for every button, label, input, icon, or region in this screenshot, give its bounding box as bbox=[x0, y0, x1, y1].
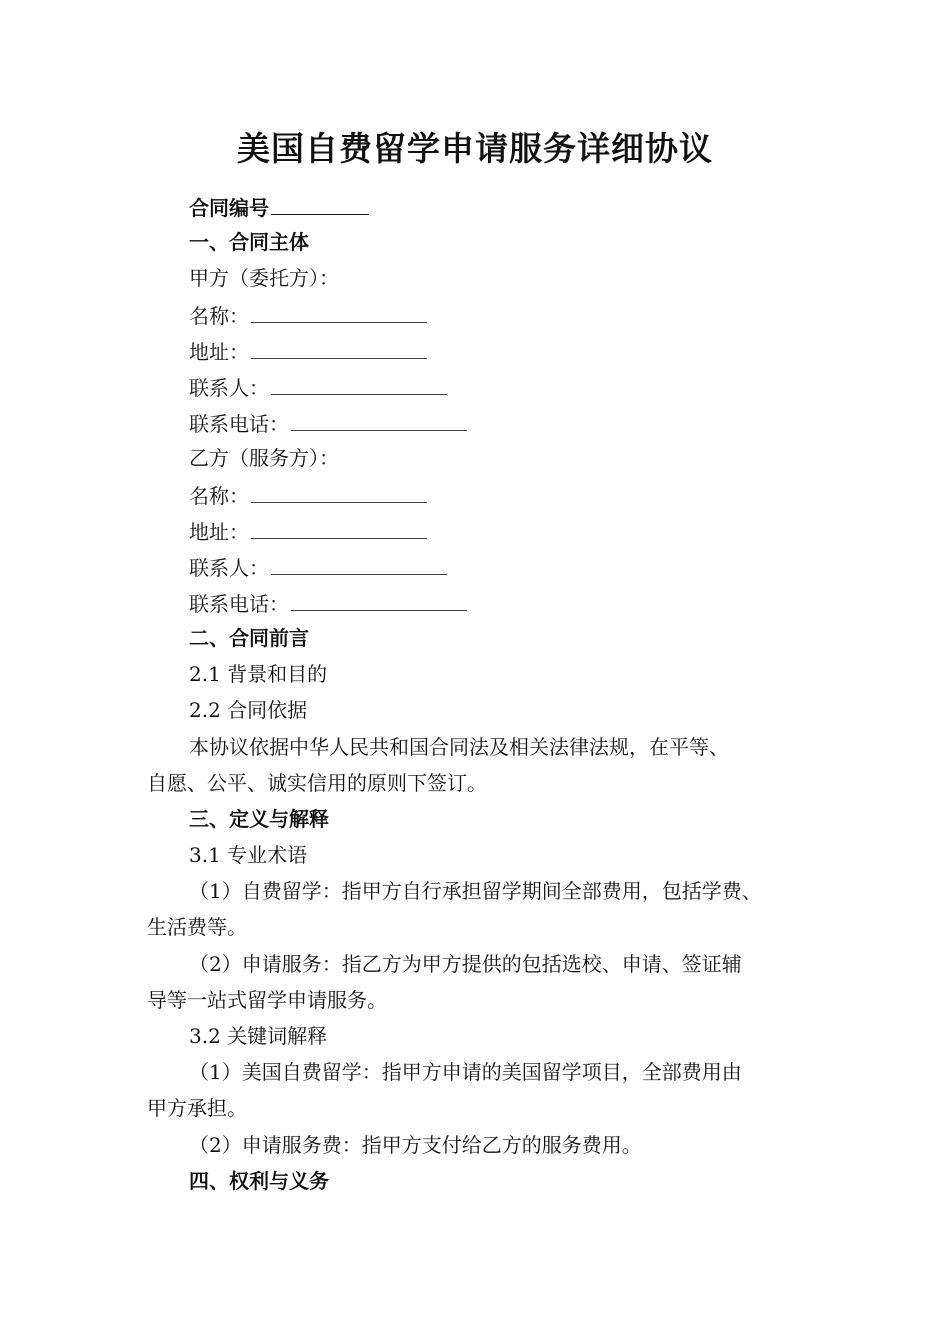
party-a-name-label: 名称： bbox=[189, 304, 249, 328]
term-1-line-2: 生活费等。 bbox=[147, 915, 247, 939]
term-2-line-2: 导等一站式留学申请服务。 bbox=[147, 988, 387, 1012]
party-b-address-blank bbox=[251, 516, 427, 539]
contract-number-blank bbox=[271, 192, 369, 215]
keyword-1-line-2: 甲方承担。 bbox=[147, 1096, 247, 1120]
clause-3-2: 3.2 关键词解释 bbox=[189, 1024, 328, 1048]
party-a-phone-label: 联系电话： bbox=[189, 412, 289, 436]
document-title: 美国自费留学申请服务详细协议 bbox=[237, 129, 713, 168]
party-b-address-label: 地址： bbox=[189, 520, 249, 544]
party-b-contact-blank bbox=[271, 552, 447, 575]
clause-3-1: 3.1 专业术语 bbox=[189, 843, 308, 867]
party-a-phone-blank bbox=[291, 408, 467, 431]
term-2-line-1: （2）申请服务：指乙方为甲方提供的包括选校、申请、签证辅 bbox=[189, 952, 742, 976]
basis-paragraph-line-2: 自愿、公平、诚实信用的原则下签订。 bbox=[147, 771, 487, 795]
party-b-name-blank bbox=[251, 480, 427, 503]
clause-2-1: 2.1 背景和目的 bbox=[189, 662, 328, 686]
section-3-heading: 三、定义与解释 bbox=[189, 807, 329, 831]
party-b-header: 乙方（服务方）： bbox=[189, 446, 339, 470]
basis-paragraph-line-1: 本协议依据中华人民共和国合同法及相关法律法规，在平等、 bbox=[189, 735, 729, 759]
party-a-contact-line bbox=[189, 372, 447, 402]
keyword-2: （2）申请服务费：指甲方支付给乙方的服务费用。 bbox=[189, 1133, 642, 1157]
clause-2-2: 2.2 合同依据 bbox=[189, 698, 308, 722]
party-a-name-blank bbox=[251, 300, 427, 323]
keyword-1-line-1: （1）美国自费留学：指甲方申请的美国留学项目，全部费用由 bbox=[189, 1060, 742, 1084]
contract-number-label: 合同编号 bbox=[189, 196, 269, 220]
party-b-name-label: 名称： bbox=[189, 484, 249, 508]
party-a-name-line bbox=[189, 300, 427, 330]
party-a-address-label: 地址： bbox=[189, 340, 249, 364]
party-b-contact-label: 联系人： bbox=[189, 556, 269, 580]
party-b-name-line bbox=[189, 480, 427, 510]
contract-number-line bbox=[189, 192, 369, 222]
party-a-header: 甲方（委托方）： bbox=[189, 266, 339, 290]
section-4-heading: 四、权利与义务 bbox=[189, 1169, 329, 1193]
party-a-contact-blank bbox=[271, 372, 447, 395]
party-b-address-line bbox=[189, 516, 427, 546]
party-b-phone-label: 联系电话： bbox=[189, 592, 289, 616]
party-a-contact-label: 联系人： bbox=[189, 376, 269, 400]
party-a-phone-line bbox=[189, 408, 467, 438]
party-b-phone-line bbox=[189, 588, 467, 618]
party-a-address-blank bbox=[251, 336, 427, 359]
term-1-line-1: （1）自费留学：指甲方自行承担留学期间全部费用，包括学费、 bbox=[189, 879, 762, 903]
section-1-heading: 一、合同主体 bbox=[189, 230, 309, 254]
party-b-contact-line bbox=[189, 552, 447, 582]
section-2-heading: 二、合同前言 bbox=[189, 626, 309, 650]
party-a-address-line bbox=[189, 336, 427, 366]
party-b-phone-blank bbox=[291, 588, 467, 611]
